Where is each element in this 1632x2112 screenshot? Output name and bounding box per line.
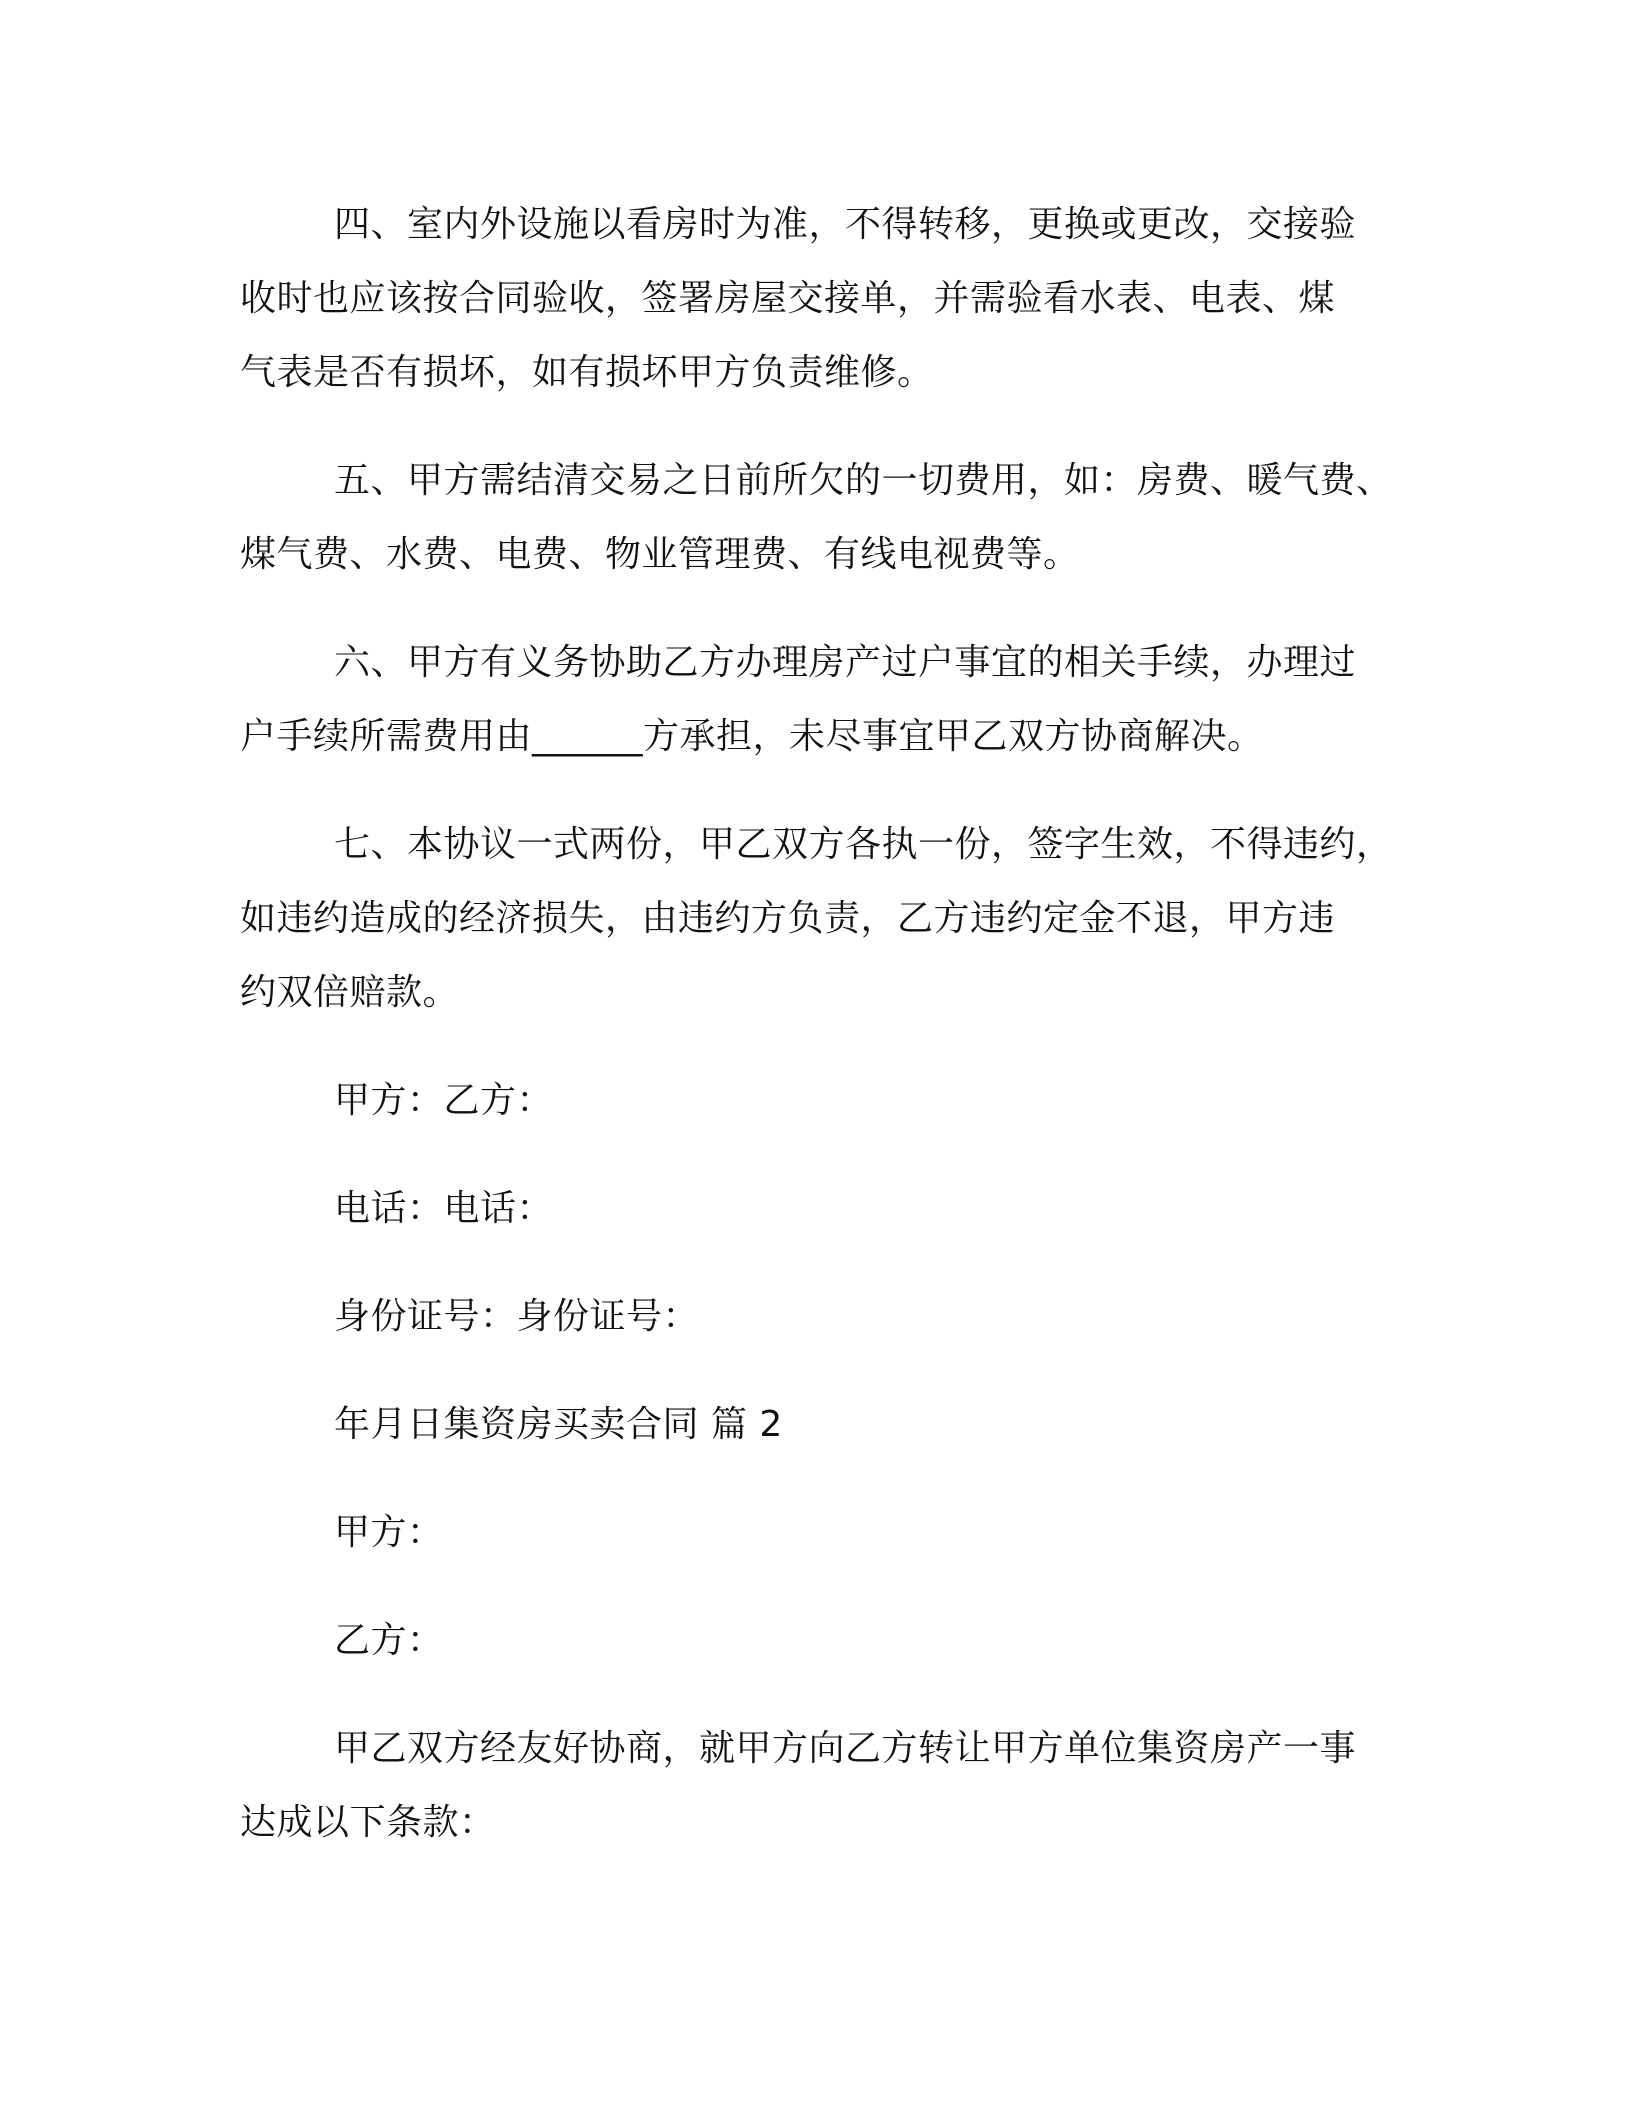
clause-7-line-2: 如违约造成的经济损失，由违约方负责，乙方违约定金不退，甲方违 xyxy=(240,898,1336,939)
second-contract-intro-line-2: 达成以下条款： xyxy=(240,1802,496,1843)
clause-4 xyxy=(240,188,1400,410)
clause-7-line-3: 约双倍赔款。 xyxy=(240,972,460,1013)
clause-6 xyxy=(240,626,1400,774)
clause-4-line-2: 收时也应该按合同验收，签署房屋交接单，并需验看水表、电表、煤 xyxy=(240,278,1336,319)
second-contract-party-a: 甲方： xyxy=(334,1512,444,1553)
signature-phones: 电话：电话： xyxy=(334,1188,554,1229)
second-contract-title: 年月日集资房买卖合同 篇 2 xyxy=(334,1404,783,1445)
clause-6-line-1: 六、甲方有义务协助乙方办理房产过户事宜的相关手续，办理过 xyxy=(334,642,1357,683)
clause-5-line-1: 五、甲方需结清交易之日前所欠的一切费用，如：房费、暖气费、 xyxy=(334,460,1393,501)
clause-6-line-2-before: 户手续所需费用由 xyxy=(240,716,533,757)
clause-4-line-1: 四、室内外设施以看房时为准，不得转移，更换或更改，交接验 xyxy=(334,204,1357,245)
second-contract-party-b: 乙方： xyxy=(334,1620,444,1661)
clause-6-line-2 xyxy=(240,700,1400,774)
signature-parties: 甲方：乙方： xyxy=(334,1080,554,1121)
second-contract-intro-line-1: 甲乙双方经友好协商，就甲方向乙方转让甲方单位集资房产一事 xyxy=(334,1728,1357,1769)
second-contract-intro xyxy=(240,1712,1400,1860)
clause-5-line-2: 煤气费、水费、电费、物业管理费、有线电视费等。 xyxy=(240,534,1080,575)
clause-5 xyxy=(240,444,1400,592)
clause-7-line-1: 七、本协议一式两份，甲乙双方各执一份，签字生效，不得违约， xyxy=(334,824,1393,865)
document-body xyxy=(240,188,1400,1860)
clause-7 xyxy=(240,808,1400,1030)
clause-4-line-3: 气表是否有损坏，如有损坏甲方负责维修。 xyxy=(240,352,934,393)
fee-party-blank: ______ xyxy=(532,716,644,757)
signature-ids: 身份证号：身份证号： xyxy=(334,1296,700,1337)
clause-6-line-2-after: 方承担，未尽事宜甲乙双方协商解决。 xyxy=(643,716,1264,757)
